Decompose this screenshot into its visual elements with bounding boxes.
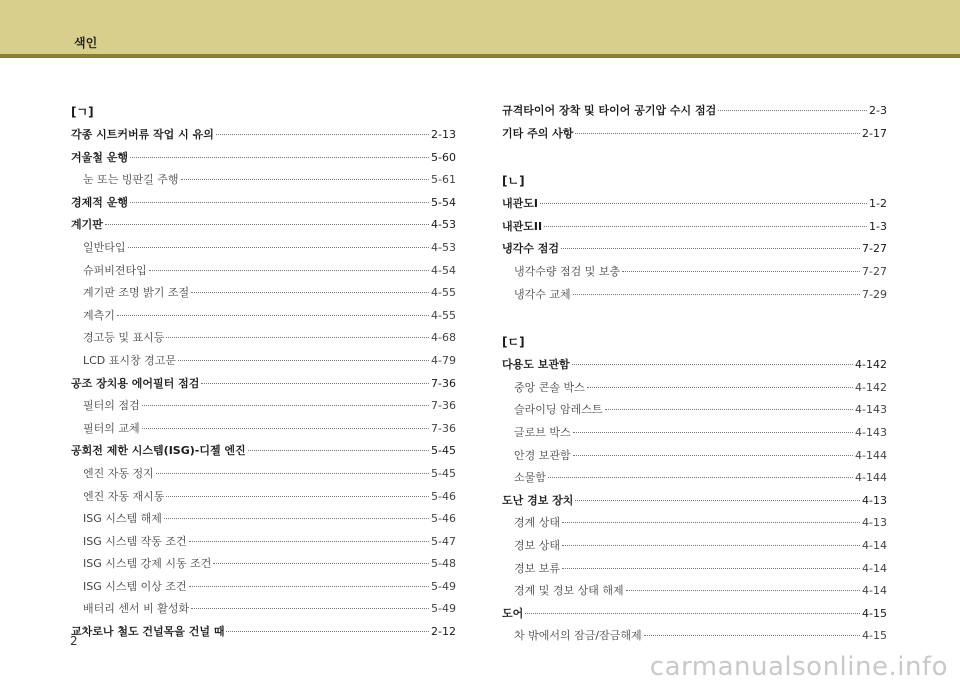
- entry-label: 각종 시트커버류 작업 시 유의: [71, 128, 214, 141]
- dot-leader: [128, 247, 430, 248]
- dot-leader: [166, 337, 429, 338]
- entry-label: 중앙 콘솔 박스: [514, 380, 585, 394]
- index-subentry[interactable]: [502, 580, 887, 603]
- header-divider: [0, 54, 960, 58]
- entry-label: 경제적 운행: [71, 195, 128, 209]
- index-subentry[interactable]: [502, 422, 887, 445]
- entry-page-ref: 2-17: [862, 126, 887, 140]
- entry-label: 안경 보관함: [514, 448, 571, 462]
- entry-page-ref: 4-143: [855, 425, 887, 439]
- dot-leader: [561, 248, 860, 249]
- dot-leader: [226, 631, 429, 632]
- entry-page-ref: 5-54: [431, 195, 456, 209]
- dot-leader: [213, 563, 429, 564]
- dot-leader: [605, 409, 854, 410]
- index-subentry[interactable]: [502, 399, 887, 422]
- entry-page-ref: 4-142: [855, 380, 887, 394]
- entry-label: LCD 표시창 경고문: [83, 353, 177, 367]
- index-subentry[interactable]: [71, 237, 456, 260]
- section-gap: [502, 306, 887, 330]
- entry-page-ref: 4-68: [431, 331, 456, 345]
- index-subentry[interactable]: [502, 625, 887, 648]
- dot-leader: [572, 364, 853, 365]
- dot-leader: [166, 496, 429, 497]
- index-entry[interactable]: [71, 192, 456, 215]
- dot-leader: [149, 270, 429, 271]
- index-entry[interactable]: [502, 193, 887, 216]
- entry-page-ref: 1-2: [869, 197, 887, 211]
- entry-page-ref: 7-29: [862, 287, 887, 301]
- entry-label: 공조 장치용 에어필터 점검: [71, 376, 200, 390]
- index-entry[interactable]: [502, 216, 887, 239]
- entry-label: 필터의 점검: [83, 399, 140, 413]
- index-entry[interactable]: [502, 490, 887, 513]
- dot-leader: [178, 360, 429, 361]
- index-subentry[interactable]: [71, 418, 456, 441]
- index-subentry[interactable]: [502, 445, 887, 468]
- dot-leader: [548, 477, 853, 478]
- dot-leader: [544, 226, 867, 227]
- index-subentry[interactable]: [502, 535, 887, 558]
- entry-page-ref: 4-55: [431, 308, 456, 322]
- index-column-left: [71, 100, 456, 644]
- entry-label: 슬라이딩 암레스트: [514, 403, 603, 417]
- entry-page-ref: 4-53: [431, 218, 456, 232]
- entry-label: 도어: [502, 606, 524, 620]
- index-subentry[interactable]: [502, 377, 887, 400]
- page-number: 2: [70, 634, 78, 648]
- dot-leader: [562, 522, 860, 523]
- index-subentry[interactable]: [71, 305, 456, 328]
- entry-label: 필터의 교체: [83, 421, 140, 435]
- dot-leader: [644, 635, 860, 636]
- entry-page-ref: 4-142: [855, 358, 887, 372]
- entry-label: ISG 시스템 강제 시동 조건: [83, 557, 212, 571]
- index-subentry[interactable]: [502, 261, 887, 284]
- entry-label: 경보 보류: [514, 561, 561, 575]
- dot-leader: [573, 455, 853, 456]
- entry-label: 내관도I: [502, 197, 538, 211]
- entry-label: 경보 상태: [514, 538, 561, 552]
- entry-page-ref: 5-47: [431, 534, 456, 548]
- page-header: [0, 0, 960, 54]
- index-section-heading: [ㄷ]: [502, 335, 525, 350]
- index-section-heading: [ㄱ]: [71, 105, 94, 119]
- entry-label: 계기판: [71, 218, 103, 232]
- entry-label: 경고등 및 표시등: [83, 331, 165, 345]
- index-subentry[interactable]: [71, 463, 456, 486]
- entry-label: 계기판 조명 밝기 조절: [83, 286, 190, 300]
- dot-leader: [573, 432, 853, 433]
- entry-label: 눈 또는 빙판길 주행: [83, 173, 179, 187]
- dot-leader: [248, 450, 429, 451]
- entry-label: ISG 시스템 작동 조건: [83, 534, 187, 548]
- entry-page-ref: 2-13: [431, 128, 456, 141]
- entry-page-ref: 5-48: [431, 557, 456, 571]
- entry-page-ref: 1-3: [869, 219, 887, 233]
- entry-page-ref: 4-15: [862, 629, 887, 643]
- dot-leader: [117, 315, 429, 316]
- dot-leader: [622, 271, 860, 272]
- dot-leader: [191, 608, 429, 609]
- entry-page-ref: 7-36: [431, 376, 456, 390]
- dot-leader: [562, 545, 860, 546]
- index-subentry[interactable]: [502, 284, 887, 307]
- entry-label: 엔진 자동 정지: [83, 466, 154, 480]
- index-subentry[interactable]: [71, 282, 456, 305]
- entry-label: 슈퍼비젼타입: [83, 263, 147, 277]
- index-entry[interactable]: [71, 373, 456, 396]
- entry-page-ref: 5-46: [431, 489, 456, 503]
- dot-leader: [189, 586, 429, 587]
- entry-page-ref: 4-79: [431, 353, 456, 367]
- dot-leader: [216, 134, 429, 135]
- index-subentry[interactable]: [71, 260, 456, 283]
- index-entry[interactable]: [71, 440, 456, 463]
- index-column-right: [502, 100, 887, 648]
- entry-label: 일반타입: [83, 240, 126, 254]
- entry-label: 경계 및 경보 상태 해제: [514, 584, 624, 598]
- index-entry[interactable]: [502, 238, 887, 261]
- index-subentry[interactable]: [71, 350, 456, 373]
- entry-page-ref: 4-15: [862, 606, 887, 620]
- dot-leader: [142, 405, 429, 406]
- index-subentry[interactable]: [502, 467, 887, 490]
- index-entry[interactable]: [502, 123, 887, 146]
- entry-label: 냉각수량 점검 및 보충: [514, 264, 621, 278]
- entry-page-ref: 4-144: [855, 471, 887, 485]
- entry-page-ref: 5-61: [431, 173, 456, 187]
- entry-page-ref: 4-53: [431, 240, 456, 254]
- entry-label: 소물함: [514, 471, 546, 485]
- index-subentry[interactable]: [71, 395, 456, 418]
- entry-page-ref: 5-45: [431, 444, 456, 458]
- entry-label: 계측기: [83, 308, 115, 322]
- entry-page-ref: 5-45: [431, 466, 456, 480]
- entry-page-ref: 4-14: [862, 561, 887, 575]
- dot-leader: [156, 473, 429, 474]
- dot-leader: [130, 202, 429, 203]
- entry-page-ref: 7-27: [862, 242, 887, 256]
- index-subentry[interactable]: [71, 486, 456, 509]
- entry-label: 냉각수 점검: [502, 242, 559, 256]
- entry-page-ref: 2-3: [869, 104, 887, 117]
- entry-label: 내관도II: [502, 219, 543, 233]
- entry-label: 규격타이어 장착 및 타이어 공기압 수시 점검: [502, 104, 717, 117]
- entry-page-ref: 4-144: [855, 448, 887, 462]
- dot-leader: [164, 518, 429, 519]
- index-subentry[interactable]: [71, 169, 456, 192]
- entry-page-ref: 7-27: [862, 264, 887, 278]
- dot-leader: [540, 203, 867, 204]
- entry-label: 교차로나 철도 건널목을 건널 때: [71, 625, 225, 639]
- dot-leader: [181, 179, 430, 180]
- dot-leader: [142, 428, 429, 429]
- index-subentry[interactable]: [71, 553, 456, 576]
- dot-leader: [573, 294, 860, 295]
- entry-page-ref: 4-143: [855, 403, 887, 417]
- entry-page-ref: 4-13: [862, 493, 887, 507]
- dot-leader: [587, 387, 853, 388]
- entry-page-ref: 4-14: [862, 538, 887, 552]
- entry-label: ISG 시스템 해제: [83, 512, 162, 526]
- dot-leader: [626, 590, 860, 591]
- page-title: 색인: [74, 36, 98, 50]
- entry-label: 차 밖에서의 잠금/잠금해제: [514, 629, 642, 643]
- entry-label: 공회전 제한 시스템(ISG)-디젤 엔진: [71, 444, 246, 458]
- index-entry[interactable]: [71, 124, 456, 147]
- entry-page-ref: 7-36: [431, 399, 456, 413]
- index-entry[interactable]: [502, 603, 887, 626]
- index-entry[interactable]: [502, 354, 887, 377]
- entry-label: 배터리 센서 비 활성화: [83, 602, 190, 616]
- dot-leader: [575, 133, 860, 134]
- index-subentry[interactable]: [71, 531, 456, 554]
- index-entry[interactable]: [71, 214, 456, 237]
- index-entry[interactable]: [71, 147, 456, 170]
- entry-page-ref: 4-14: [862, 584, 887, 598]
- index-subentry[interactable]: [502, 512, 887, 535]
- entry-label: ISG 시스템 이상 조건: [83, 579, 187, 593]
- entry-label: 다용도 보관함: [502, 358, 570, 372]
- dot-leader: [105, 224, 429, 225]
- dot-leader: [201, 383, 429, 384]
- index-entry[interactable]: [71, 621, 456, 644]
- dot-leader: [130, 157, 429, 158]
- entry-label: 겨울철 운행: [71, 150, 128, 164]
- entry-page-ref: 5-49: [431, 602, 456, 616]
- section-gap: [502, 145, 887, 169]
- index-subentry[interactable]: [502, 558, 887, 581]
- entry-page-ref: 7-36: [431, 421, 456, 435]
- entry-label: 글로브 박스: [514, 425, 571, 439]
- entry-label: 기타 주의 사항: [502, 126, 574, 140]
- entry-page-ref: 4-13: [862, 516, 887, 530]
- dot-leader: [575, 500, 860, 501]
- dot-leader: [718, 110, 867, 111]
- watermark: carmanualsonline.info: [649, 652, 948, 682]
- entry-label: 도난 경보 장치: [502, 493, 574, 507]
- entry-page-ref: 4-54: [431, 263, 456, 277]
- index-entry[interactable]: [502, 100, 887, 123]
- index-subentry[interactable]: [71, 508, 456, 531]
- index-section-heading: [ㄴ]: [502, 174, 525, 189]
- entry-page-ref: 4-55: [431, 286, 456, 300]
- index-subentry[interactable]: [71, 598, 456, 621]
- entry-page-ref: 2-12: [431, 625, 456, 639]
- entry-page-ref: 5-60: [431, 150, 456, 164]
- dot-leader: [189, 541, 429, 542]
- index-subentry[interactable]: [71, 327, 456, 350]
- entry-label: 냉각수 교체: [514, 287, 571, 301]
- entry-label: 엔진 자동 재시동: [83, 489, 165, 503]
- entry-page-ref: 5-49: [431, 579, 456, 593]
- entry-label: 경계 상태: [514, 516, 561, 530]
- index-subentry[interactable]: [71, 576, 456, 599]
- dot-leader: [525, 613, 860, 614]
- dot-leader: [562, 568, 860, 569]
- entry-page-ref: 5-46: [431, 512, 456, 526]
- dot-leader: [191, 292, 429, 293]
